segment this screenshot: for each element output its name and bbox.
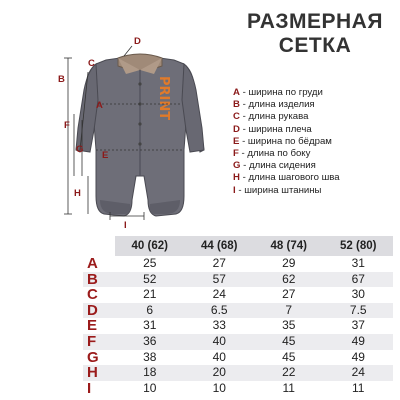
print-graphic (156, 76, 171, 120)
diagram-label-c: C (88, 58, 95, 69)
diagram-label-d: D (134, 36, 141, 47)
size-header: 44 (68) (201, 240, 238, 252)
diagram-label-f: F (64, 120, 70, 131)
jumpsuit-diagram (0, 0, 232, 232)
title-line-2: СЕТКА (278, 34, 352, 57)
diagram-label-g: G (76, 144, 84, 155)
diagram-label-i: I (124, 220, 127, 231)
legend-item: H - длина шагового шва (233, 172, 340, 184)
table-row: A 25 27 29 31 (87, 255, 365, 272)
diagram-label-e: E (102, 150, 109, 161)
legend-item: C - длина рукава (233, 111, 309, 123)
legend-item: E - ширина по бёдрам (233, 135, 332, 147)
table-row: H 18 20 22 24 (83, 365, 393, 381)
legend-item: A - ширина по груди (233, 87, 323, 98)
diagram-label-a: A (96, 100, 103, 111)
diagram-label-h: H (74, 188, 81, 199)
legend-item: F - длина по боку (233, 147, 311, 159)
button (138, 142, 141, 145)
size-header: 48 (74) (270, 240, 307, 252)
table-row: D 6 6.5 7 7.5 (83, 303, 393, 319)
table-header (83, 236, 393, 256)
diagram-label-b: B (58, 74, 65, 85)
legend-item: D - ширина плеча (233, 123, 312, 135)
table-row: I 10 10 11 11 (87, 379, 365, 397)
table-row: F 36 40 45 49 (83, 334, 393, 350)
button (138, 82, 141, 85)
legend-item: G - длина сидения (233, 160, 316, 172)
print-text: PRINT (156, 75, 171, 121)
size-header: 52 (80) (340, 240, 377, 252)
title-line-1: РАЗМЕРНАЯ (247, 10, 383, 33)
table-body (83, 256, 393, 396)
table-row: E 31 33 35 37 (87, 317, 365, 335)
table-row: G 38 40 45 49 (87, 348, 365, 366)
table-row: C 21 24 27 30 (87, 286, 365, 304)
legend-item: B - длина изделия (233, 99, 315, 111)
size-table (83, 236, 393, 396)
legend (233, 87, 398, 197)
table-row: B 52 57 62 67 (83, 272, 393, 288)
size-header: 40 (62) (131, 240, 168, 252)
button (138, 122, 141, 125)
legend-item: I - ширина штанины (233, 184, 322, 196)
